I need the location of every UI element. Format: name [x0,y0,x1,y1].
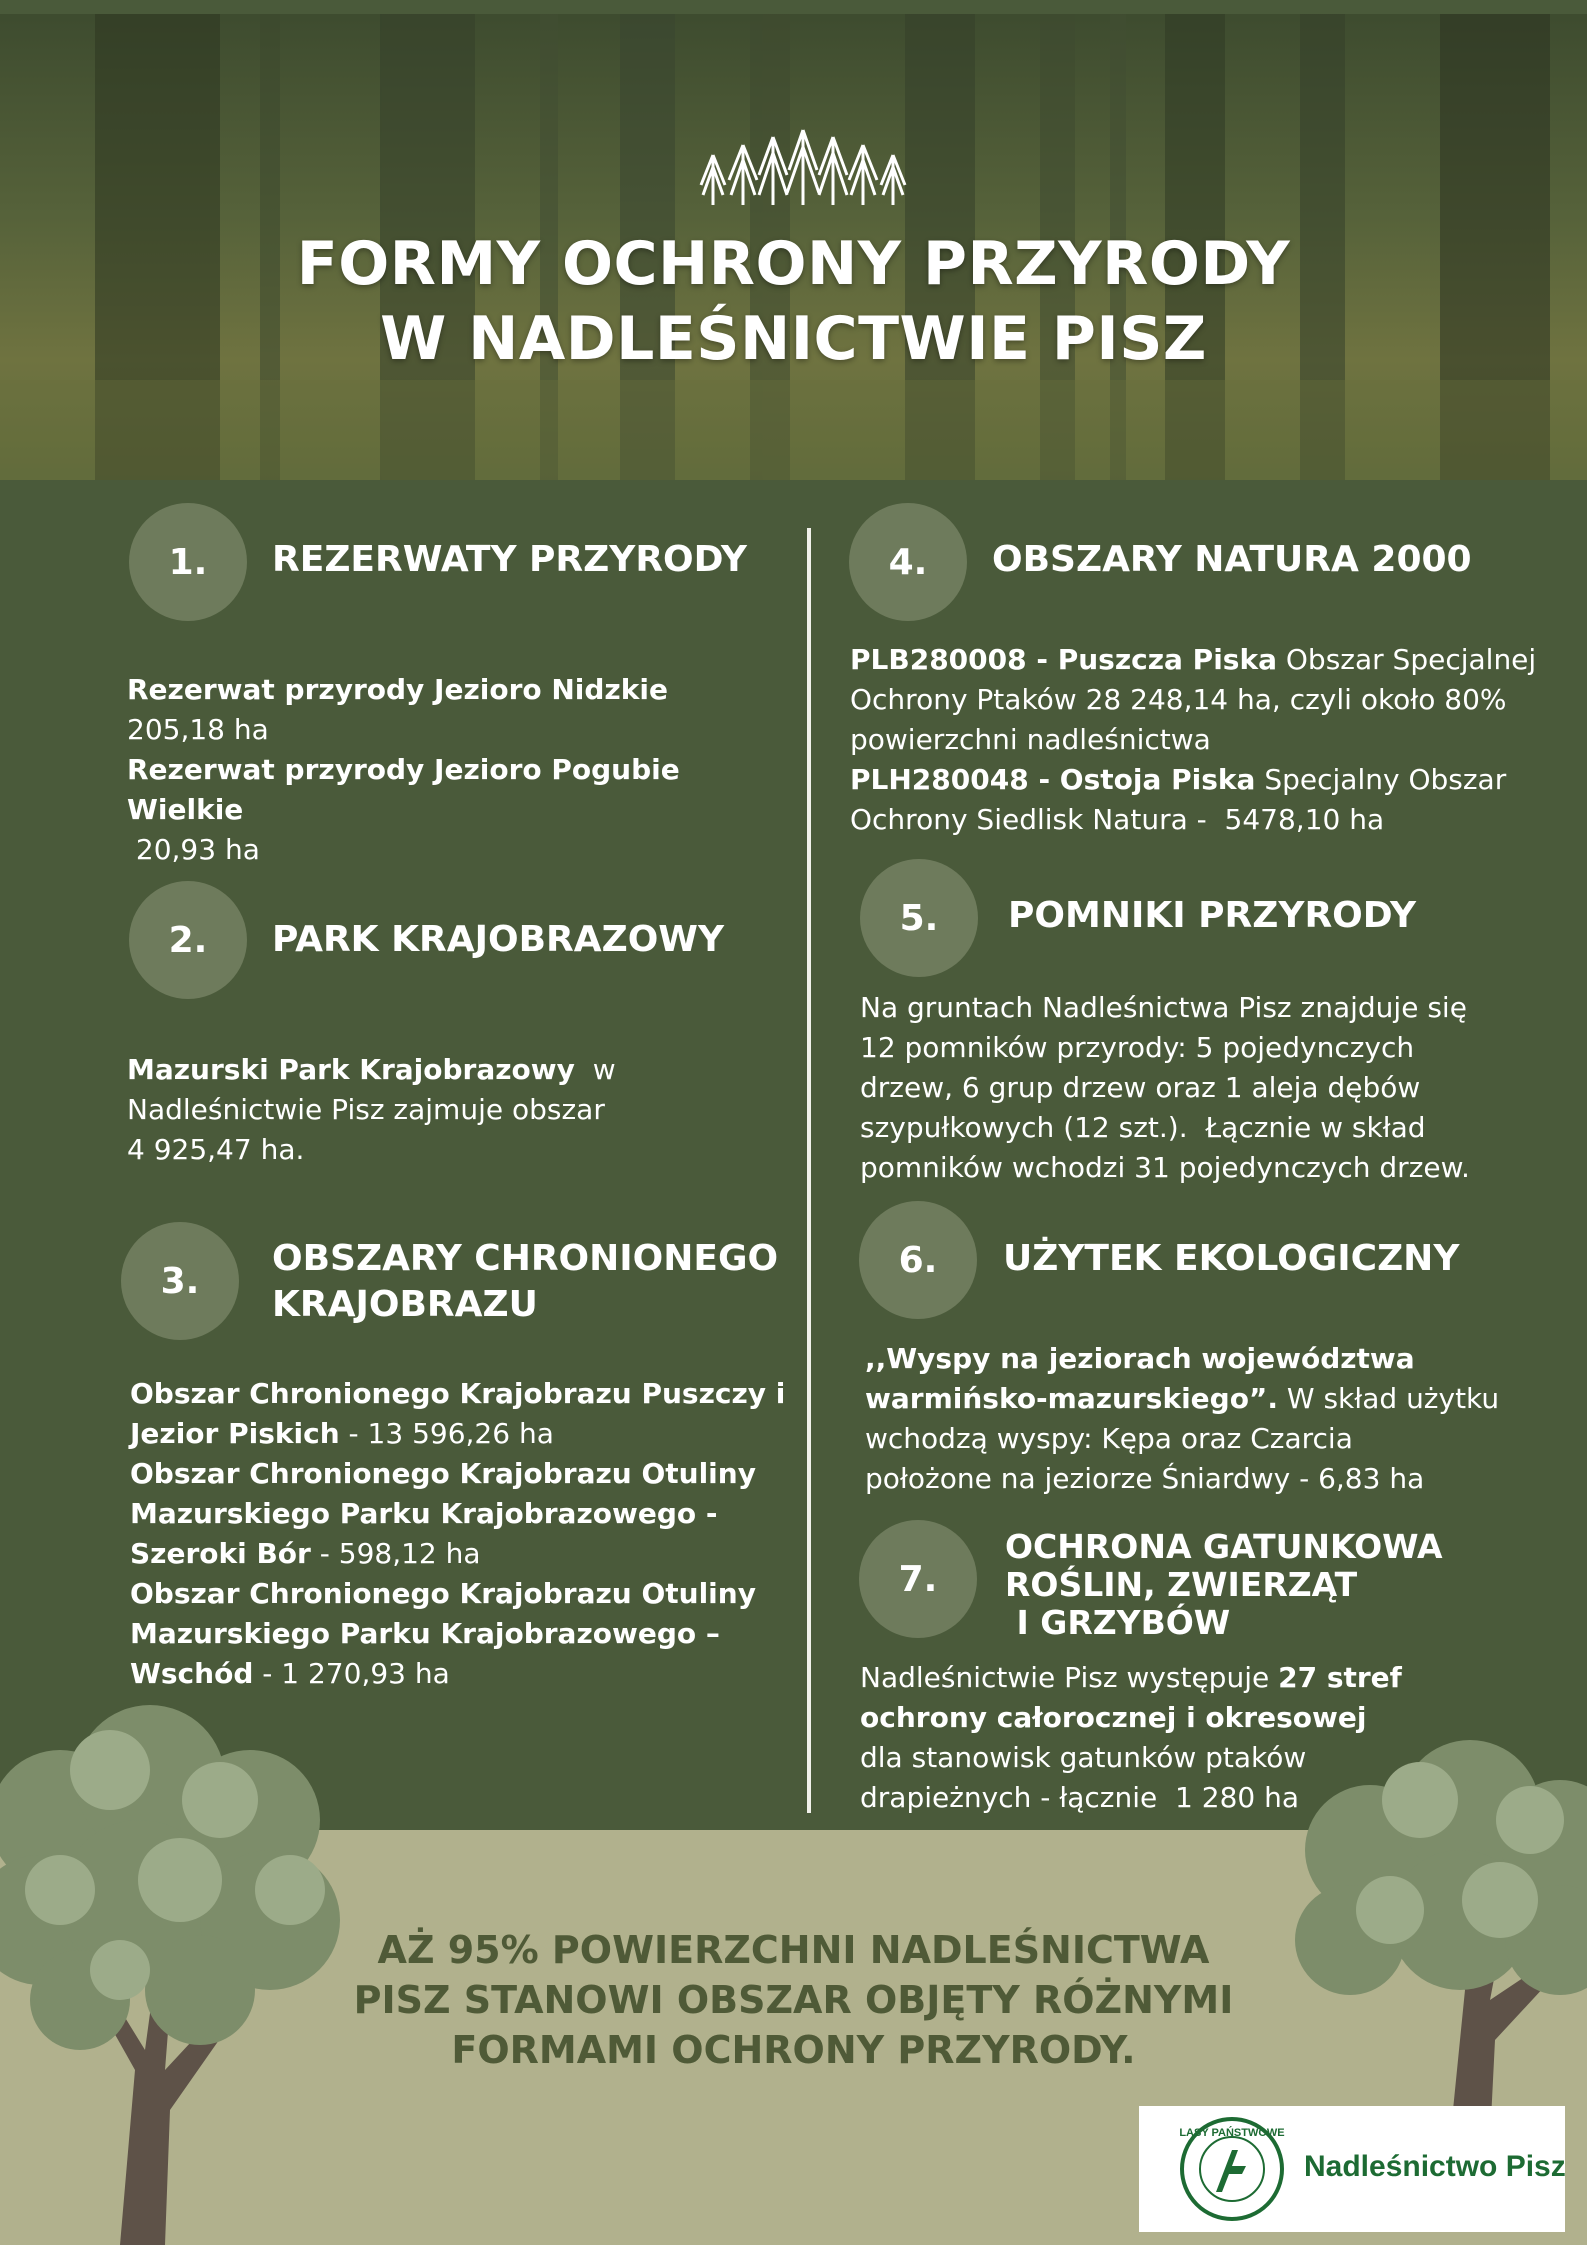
summary-line1: AŻ 95% POWIERZCHNI NADLEŚNICTWA [377,1928,1210,1972]
section-6-line3: wchodzą wyspy: Kępa oraz Czarcia [865,1422,1353,1455]
section-3-line5-bold: Szeroki Bór [130,1537,311,1570]
section-3-line4: Mazurskiego Parku Krajobrazowego - [130,1497,718,1530]
section-6-line2-text: W skład użytku [1277,1382,1500,1415]
section-6-body [865,1339,1570,1499]
section-7-line3: dla stanowisk gatunków ptaków [860,1741,1307,1774]
section-4-line1-bold: PLB280008 - Puszcza Piska [850,643,1277,676]
section-6-line4: położone na jeziorze Śniardwy - 6,83 ha [865,1462,1425,1495]
section-3-title-line2: KRAJOBRAZU [272,1284,538,1325]
section-3-title [272,1236,778,1328]
section-5-line5: pomników wchodzi 31 pojedynczych drzew. [860,1151,1470,1184]
section-7-number: 7. [859,1520,977,1638]
section-7-title [1005,1528,1443,1642]
section-1-line3: Rezerwat przyrody Jezioro Pogubie Wielkie [127,753,680,826]
section-5-line4: szypułkowych (12 szt.). Łącznie w skład [860,1111,1426,1144]
section-7-line4: drapieżnych - łącznie 1 280 ha [860,1781,1300,1814]
section-2-line1-bold: Mazurski Park Krajobrazowy [127,1053,575,1086]
section-4-line1-text: Obszar Specjalnej [1276,643,1537,676]
section-5-body [860,988,1570,1188]
section-7-line2: ochrony całorocznej i okresowej [860,1701,1367,1734]
section-5-title: POMNIKI PRZYRODY [1008,895,1417,936]
section-4-line4-text: Specjalny Obszar [1255,763,1507,796]
section-3-line2-text: - 13 596,26 ha [339,1417,554,1450]
section-4-number: 4. [849,503,967,621]
section-2-body [127,1050,787,1170]
section-3-line8-text: - 1 270,93 ha [253,1657,450,1690]
section-3-line1: Obszar Chronionego Krajobrazu Puszczy i [130,1377,786,1410]
section-4-body [850,640,1570,840]
pine-trees-icon [693,125,913,210]
section-4-title: OBSZARY NATURA 2000 [992,539,1472,580]
section-2-line1-text: w [574,1053,616,1086]
section-2-number: 2. [129,881,247,999]
section-2-line3: 4 925,47 ha. [127,1133,305,1166]
section-4-line5: Ochrony Siedlisk Natura - 5478,10 ha [850,803,1385,836]
column-divider [807,528,811,1813]
section-1-title: REZERWATY PRZYRODY [272,539,747,580]
section-6-line2-bold: warmińsko-mazurskiego”. [865,1382,1278,1415]
section-2-title: PARK KRAJOBRAZOWY [272,919,725,960]
section-7-line1-bold: 27 stref [1278,1661,1402,1694]
section-1-number: 1. [129,503,247,621]
section-3-line7: Mazurskiego Parku Krajobrazowego – [130,1617,720,1650]
section-6-number: 6. [859,1201,977,1319]
section-3-line2-bold: Jezior Piskich [130,1417,340,1450]
section-5-line2: 12 pomników przyrody: 5 pojedynczych [860,1031,1415,1064]
section-3-number: 3. [121,1222,239,1340]
section-4-line3: powierzchni nadleśnictwa [850,723,1211,756]
section-1-line1: Rezerwat przyrody Jezioro Nidzkie [127,673,668,706]
section-4-line4-bold: PLH280048 - Ostoja Piska [850,763,1256,796]
section-6-title: UŻYTEK EKOLOGICZNY [1003,1238,1460,1279]
section-3-body [130,1374,800,1694]
section-5-line1: Na gruntach Nadleśnictwa Pisz znajduje się [860,991,1467,1024]
section-2-line2: Nadleśnictwie Pisz zajmuje obszar [127,1093,605,1126]
page-title-line2: W NADLEŚNICTWIE PISZ [380,304,1207,374]
section-5-line3: drzew, 6 grup drzew oraz 1 aleja dębów [860,1071,1421,1104]
summary-line2: PISZ STANOWI OBSZAR OBJĘTY RÓŻNYMI [353,1978,1234,2022]
emblem-text: LASY PAŃSTWOWE [1179,2127,1285,2139]
section-5-number: 5. [860,859,978,977]
section-1-line2: 205,18 ha [127,713,269,746]
page-title-line1: FORMY OCHRONY PRZYRODY [296,229,1291,299]
logo-name: Nadleśnictwo Pisz [1304,2150,1566,2183]
section-3-line3: Obszar Chronionego Krajobrazu Otuliny [130,1457,756,1490]
section-3-line5-text: - 598,12 ha [310,1537,481,1570]
section-3-line8-bold: Wschód [130,1657,254,1690]
section-1-line4: 20,93 ha [127,833,260,866]
section-7-title-line3: I GRZYBÓW [1005,1603,1231,1642]
section-7-title-line1: OCHRONA GATUNKOWA [1005,1527,1443,1566]
section-3-line6: Obszar Chronionego Krajobrazu Otuliny [130,1577,756,1610]
section-7-line1-text: Nadleśnictwie Pisz występuje [860,1661,1279,1694]
hero-banner [0,0,1587,480]
section-6-line1: ,,Wyspy na jeziorach województwa [865,1342,1415,1375]
lasy-panstwowe-emblem-icon [1172,2114,1292,2224]
section-4-line2: Ochrony Ptaków 28 248,14 ha, czyli około 80% [850,683,1507,716]
section-1-body [127,670,787,870]
section-7-title-line2: ROŚLIN, ZWIERZĄT [1005,1565,1358,1604]
summary-line3: FORMAMI OCHRONY PRZYRODY. [451,2028,1136,2072]
section-3-title-line1: OBSZARY CHRONIONEGO [272,1238,779,1279]
